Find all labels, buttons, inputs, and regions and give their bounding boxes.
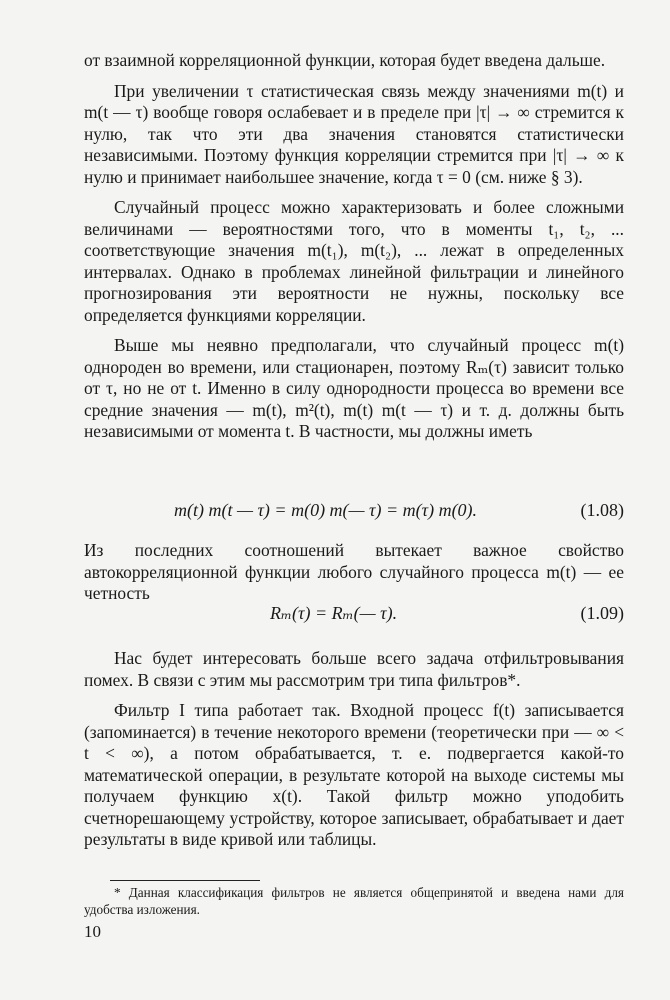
page-number: 10 (84, 922, 101, 941)
paragraph-filter-task: Нас будет интересовать больше всего задача отфильтровывания помех. В связи с этим мы рассмотрим три типа фильтров*. (84, 648, 624, 690)
equation-1-08 (84, 500, 624, 528)
paragraph-correlation-decay: При увеличении τ статистическая связь между значениями m(t) и m(t — τ) вообще говоря ослабевает и в пределе при |τ| → ∞ стремится к нулю, так что эти два значения становятся статистически независимыми. Поэтому функция корреляции стремится при |τ| → ∞ к нулю и принимает наибольшее значение, когда τ = 0 (см. ниже § 3). (84, 80, 624, 187)
paragraph-continued: от взаимной корреляционной функции, которая будет введена дальше. (84, 50, 606, 70)
equation-number: (1.09) (580, 603, 624, 623)
footnote (84, 884, 624, 918)
text-block-top (84, 50, 624, 443)
text-block-parity (84, 540, 624, 605)
paragraph-stationarity: Выше мы неявно предполагали, что случайный процесс m(t) однороден во времени, или стационарен, поэтому Rₘ(τ) зависит только от τ, но не от t. Именно в силу однородности процесса во времени все средние значения — m(t), m²(t), m(t) m(t — τ) и т. д. должны быть независимыми от момента t. В частности, мы должны иметь (84, 335, 624, 441)
paragraph-parity: Из последних соотношений вытекает важное свойство автокорреляционной функции любого случайного процесса m(t) — ее четность (84, 540, 624, 603)
equation-expression: m(t) m(t — τ) = m(0) m(— τ) = m(τ) m(0). (174, 500, 478, 520)
text-block-bottom (84, 648, 624, 851)
paragraph-filter-type-1: Фильтр I типа работает так. Входной процесс f(t) записывается (запоминается) в течение некоторого времени (теоретически при — ∞ < t < ∞), а потом обрабатывается, т. е. подвергается какой-то математической операции, в результате которой на выходе системы мы получаем функцию x(t). Такой фильтр можно уподобить счетнорешающему устройству, которое записывает, обрабатывает и дает результаты в виде кривой или таблицы. (84, 700, 624, 849)
footnote-divider (110, 880, 260, 881)
equation-number: (1.08) (580, 500, 624, 520)
equation-expression: Rₘ(τ) = Rₘ(— τ). (270, 603, 398, 623)
paragraph-probabilities: Случайный процесс можно характеризовать и более сложными величинами — вероятностями того, что в моменты t₁, t₂, ... соответствующие значения m(t₁), m(t₂), ... лежат в определенных интервалах. Однако в проблемах линейной фильтрации и линейного прогнозирования эти вероятности не нужны, поскольку все определяется функциями корреляции. (84, 197, 624, 325)
footnote-text: * Данная классификация фильтров не является общепринятой и введена нами для удобства изложения. (84, 885, 624, 917)
equation-1-09 (84, 603, 624, 631)
